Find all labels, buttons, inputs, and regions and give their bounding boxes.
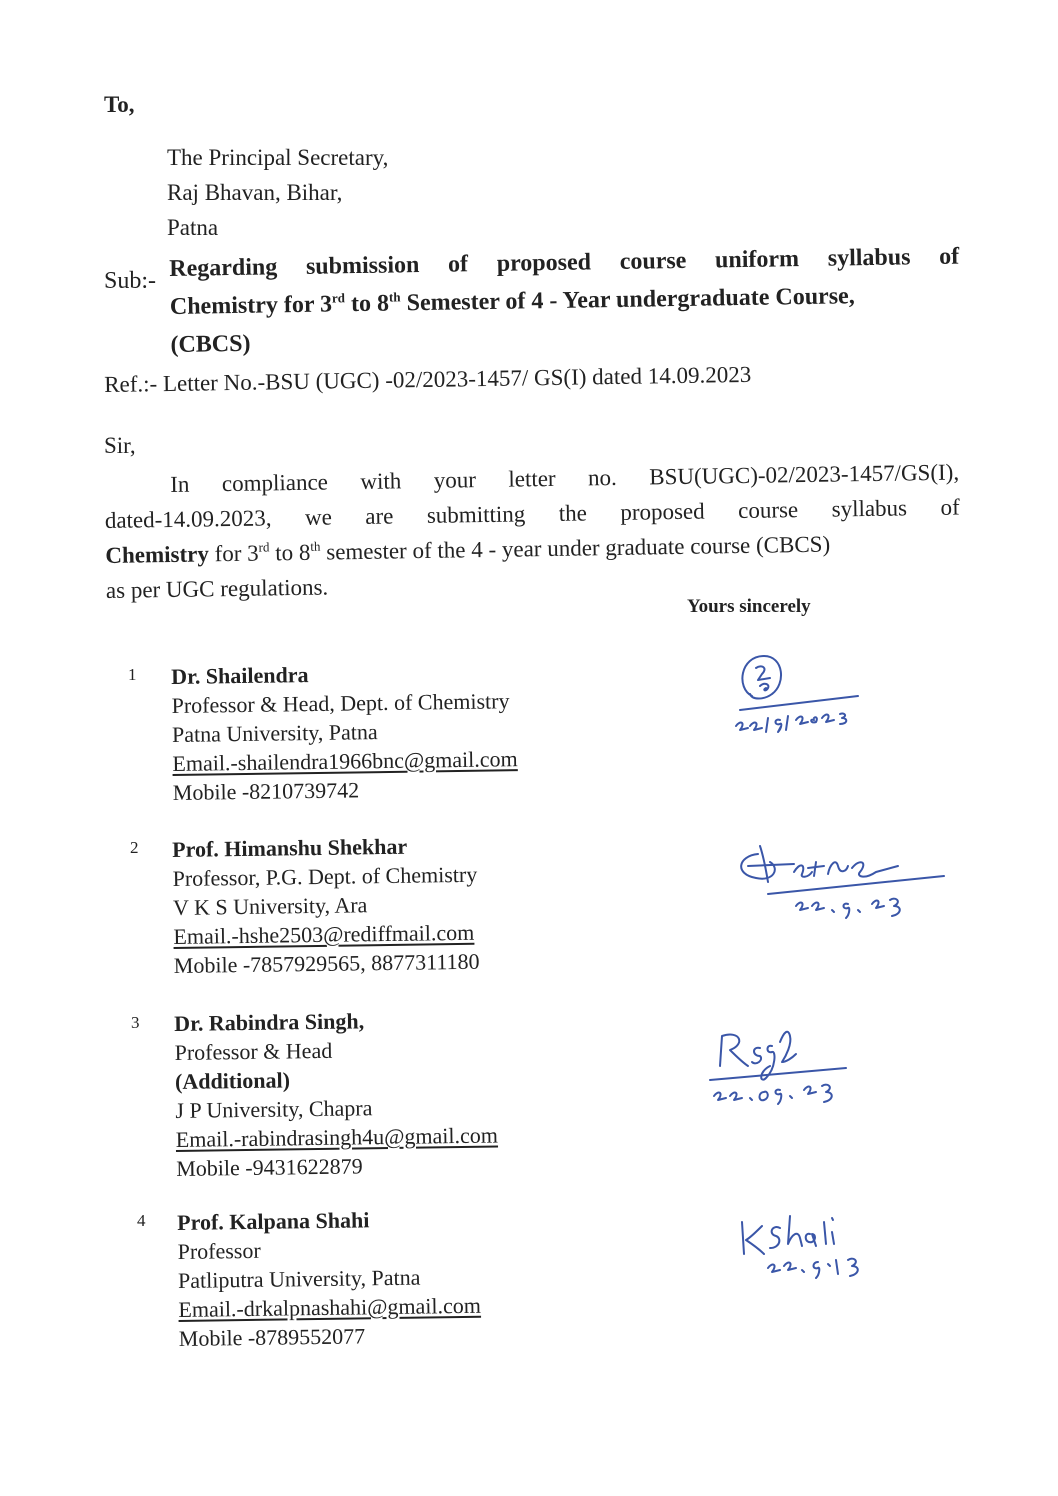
subject-word: proposed [496, 249, 592, 277]
handwritten-signature-3 [700, 1022, 860, 1112]
signatory-number: 4 [137, 1211, 146, 1230]
superscript: rd [331, 290, 346, 306]
subject-text-part: Chemistry for 3 [169, 291, 333, 320]
recipient-line: The Principal Secretary, [167, 145, 389, 170]
signatory-title-qualifier: (Additional) [174, 1067, 291, 1094]
handwritten-signature-1 [722, 648, 872, 748]
signatory-email: Email.-drkalpnashahi@gmail.com [178, 1292, 482, 1322]
handwritten-signature-4 [732, 1204, 892, 1284]
signatory-mobile: Mobile -8789552077 [178, 1323, 366, 1351]
body-word: BSU(UGC)-02/2023-1457/GS(I), [649, 459, 960, 490]
body-word: of [940, 494, 960, 520]
signatory-number: 3 [131, 1013, 140, 1032]
salutation-to: To, [104, 92, 135, 117]
superscript: rd [258, 539, 270, 555]
body-word: letter [508, 465, 556, 492]
body-word: course [737, 497, 799, 524]
closing: Yours sincerely [687, 596, 811, 617]
signatory-title: Professor, P.G. Dept. of Chemistry [172, 861, 478, 891]
signatory-name: Prof. Himanshu Shekhar [172, 833, 408, 862]
subject-word: of [447, 251, 469, 278]
subject-word: submission [305, 252, 420, 280]
body-word: syllabus [831, 495, 908, 522]
signatory-email: Email.-shailendra1966bnc@gmail.com [172, 746, 518, 776]
subject-text [169, 238, 961, 364]
signatory-3 [174, 1005, 498, 1183]
signatory-affiliation: J P University, Chapra [175, 1095, 373, 1123]
body-word: proposed [620, 498, 705, 525]
body-text-part: to 8 [269, 539, 311, 566]
recipient-line: Raj Bhavan, Bihar, [167, 180, 343, 205]
signatory-mobile: Mobile -9431622879 [176, 1153, 363, 1181]
signatory-name: Dr. Rabindra Singh, [174, 1008, 365, 1036]
body-word: with [360, 468, 402, 494]
subject-label: Sub:- [104, 268, 157, 294]
body-paragraph [104, 455, 961, 608]
signatory-mobile: Mobile -8210739742 [172, 777, 360, 805]
body-word: compliance [221, 469, 329, 497]
subject-text-part: Semester of 4 - Year undergraduate Course, [400, 283, 855, 317]
signatory-number: 2 [130, 838, 139, 857]
signatory-email: Email.-hshe2503@rediffmail.com [173, 919, 475, 949]
greeting: Sir, [104, 433, 136, 458]
signatory-affiliation: Patliputra University, Patna [177, 1264, 421, 1293]
signatory-4 [177, 1204, 482, 1353]
superscript: th [388, 289, 401, 305]
signatory-number: 1 [128, 665, 137, 684]
signatory-title: Professor & Head, Dept. of Chemistry [171, 688, 510, 718]
body-text-part: semester of the 4 - year under graduate course (CBCS) [320, 531, 831, 565]
signatory-title: Professor [177, 1237, 261, 1264]
subject-word: uniform [714, 246, 800, 274]
signatory-name: Prof. Kalpana Shahi [177, 1207, 370, 1235]
signatory-2 [172, 831, 480, 980]
body-word: In [170, 471, 190, 497]
signatory-mobile: Mobile -7857929565, 8877311180 [173, 948, 480, 978]
superscript: th [310, 538, 321, 554]
reference-line: Ref.:- Letter No.-BSU (UGC) -02/2023-1457/ GS(I) dated 14.09.2023 [104, 361, 752, 397]
body-word: no. [587, 464, 618, 491]
signatory-email: Email.-rabindrasingh4u@gmail.com [175, 1122, 499, 1152]
body-line-4: as per UGC regulations. [105, 574, 329, 603]
bold-subject-word: Chemistry [105, 541, 210, 568]
recipient-address [167, 140, 388, 245]
body-word: dated-14.09.2023, [104, 505, 272, 533]
subject-word: syllabus [827, 244, 911, 272]
body-word: we [304, 504, 333, 530]
signatory-name: Dr. Shailendra [171, 662, 309, 689]
signatory-title: Professor & Head [174, 1037, 333, 1065]
subject-word: of [938, 243, 960, 270]
body-word: are [365, 503, 394, 529]
handwritten-signature-2 [728, 838, 958, 928]
subject-line-3: (CBCS) [170, 330, 251, 358]
recipient-line: Patna [167, 215, 219, 240]
signatory-affiliation: Patna University, Patna [171, 719, 378, 747]
subject-word: Regarding [169, 254, 278, 282]
signatory-1 [171, 657, 518, 807]
body-word: your [433, 467, 477, 493]
body-text-part: for 3 [208, 540, 259, 567]
subject-text-part: to 8 [344, 290, 390, 318]
body-word: the [558, 500, 588, 526]
subject-word: course [619, 247, 687, 275]
signatory-affiliation: V K S University, Ara [172, 892, 368, 920]
body-word: submitting [426, 501, 526, 528]
